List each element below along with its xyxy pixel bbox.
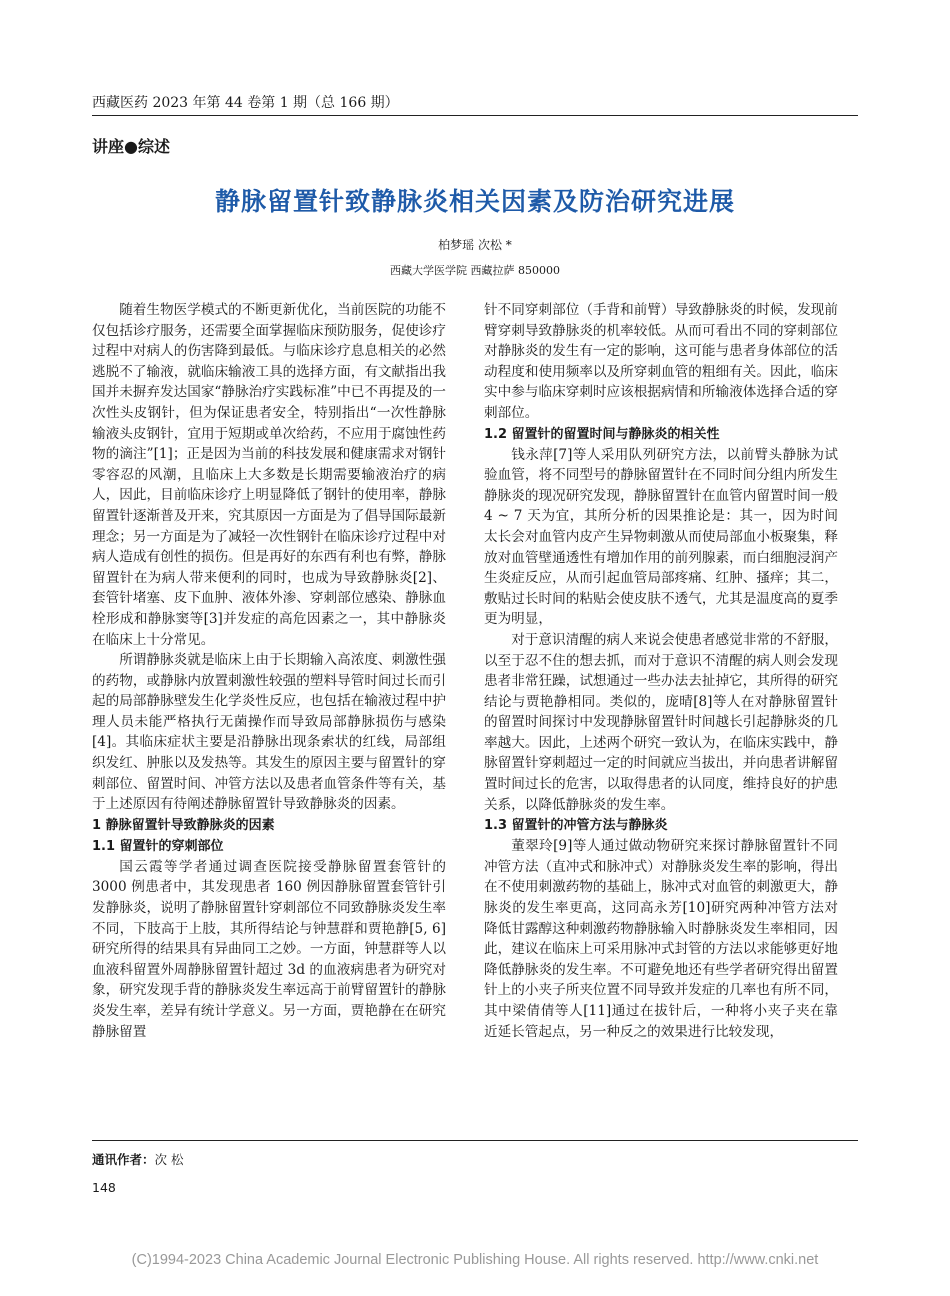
section-label: 讲座●综述 xyxy=(92,137,170,156)
paragraph: 对于意识清醒的病人来说会使患者感觉非常的不舒服，以至于忍不住的想去抓，而对于意识不清醒的病人则会发现患者非常狂躁，试想通过一些办法去扯掉它，其所得的研究结论与贾艳静相同。类似的，庞晴[8]等人在对静脉留置针的留置时间探讨中发现静脉留置针时间越长引起静脉炎的几率越大。因此，上述两个研究一致认为，在临床实践中，静脉留置针穿刺超过一定的时间就应当拔出，并向患者讲解留置时间过长的危害，以取得患者的认同度，维持良好的护患关系，以降低静脉炎的发生率。 xyxy=(484,631,838,813)
paragraph: 董翠玲[9]等人通过做动物研究来探讨静脉留置针不同冲管方法（直冲式和脉冲式）对静脉炎发生率的影响，得出在不使用刺激药物的基础上，脉冲式对血管的刺激更大，静脉炎的发生率更高，这同高永芳[10]研究两种冲管方法对降低甘露醇这种刺激药物静脉输入时静脉炎发生率相同，因此，建议在临床上可采用脉冲式封管的方法以求能够更好地降低静脉炎的发生率。不可避免地还有些学者研究得出留置针上的小夹子所夹位置不同导致并发症的几率也有所不同，其中梁倩倩等人[11]通过在拔针后，一种将小夹子夹在靠近延长管起点，另一种反之的效果进行比较发现， xyxy=(484,838,838,1040)
section-heading: 1 静脉留置针导致静脉炎的因素 xyxy=(92,817,275,833)
paragraph: 针不同穿刺部位（手背和前臂）导致静脉炎的时候，发现前臂穿刺导致静脉炎的机率较低。从而可看出不同的穿刺部位对静脉炎的发生有一定的影响，这可能与患者身体部位的活动程度和使用频率以及所穿刺血管的粗细有关。因此，临床实中参与临床穿刺时应该根据病情和所输液体选择合适的穿刺部位。 xyxy=(484,302,838,421)
paragraph: 国云霞等学者通过调查医院接受静脉留置套管针的 3000 例患者中，其发现患者 160 例因静脉留置套管针引发静脉炎，说明了静脉留置针穿刺部位不同致静脉炎发生率不同，下肢高于上肢，其所得结论与钟慧群和贾艳静[5, 6]研究所得的结果具有异曲同工之妙。一方面，钟慧群等人以血液科留置外周静脉留置针超过 3d 的血液病患者为研究对象，研究发现手背的静脉炎发生率远高于前臂留置针的静脉炎发生率，差异有统计学意义。另一方面，贾艳静在在研究静脉留置 xyxy=(92,858,446,1040)
affiliation: 西藏大学医学院 西藏拉萨 850000 xyxy=(390,264,560,277)
right-column xyxy=(484,300,838,1042)
correspondence xyxy=(92,1150,184,1168)
subsection-heading: 1.1 留置针的穿刺部位 xyxy=(92,838,224,854)
copyright-notice: (C)1994-2023 China Academic Journal Electronic Publishing House. All rights reserved. http://www.cnki.net xyxy=(131,1252,819,1268)
footer-rule xyxy=(92,1140,858,1141)
paragraph: 随着生物医学模式的不断更新优化，当前医院的功能不仅包括诊疗服务，还需要全面掌握临床预防服务，促使诊疗过程中对病人的伤害降到最低。与临床诊疗息息相关的必然逃脱不了输液，就临床输液工具的选择方面，有文献指出我国并未摒弃发达国家“静脉治疗实践标准”中已不再提及的一次性头皮钢针，但为保证患者安全，特别指出“一次性静脉输液头皮钢针，宜用于短期或单次给药，不应用于腐蚀性药物的滴注”[1]；正是因为当前的科技发展和健康需求对钢针零容忍的风潮，且临床上大多数是长期需要输液治疗的病人，因此，目前临床诊疗上明显降低了钢针的使用率，静脉留置针逐渐普及开来，究其原因一方面是为了倡导国际最新理念；另一方面是为了减轻一次性钢针在临床诊疗过程中对病人造成有创性的损伤。但是再好的东西有利也有弊，静脉留置针在为病人带来便利的同时，也成为导致静脉炎[2]、套管针堵塞、皮下血肿、液体外渗、穿刺部位感染、静脉血栓形成和静脉窦等[3]并发症的高危因素之一，其中静脉炎在临床上十分常见。 xyxy=(92,302,446,648)
page-number: 148 xyxy=(92,1180,116,1195)
header-rule xyxy=(92,115,858,116)
paragraph: 钱永萍[7]等人采用队列研究方法，以前臂头静脉为试验血管，将不同型号的静脉留置针在不同时间分组内所发生静脉炎的现况研究发现，静脉留置针在血管内留置时间一般 4 ~ 7 天为宜，其所分析的因果推论是：其一，因为时间太长会对血管内皮产生异物刺激从而使局部血小板聚集，释放对血管壁通透性有增加作用的前列腺素，而白细胞浸润产生炎症反应，从而引起血管局部疼痛、红肿、搔痒；其二，敷贴过长时间的粘贴会使皮肤不透气，尤其是温度高的夏季更为明显， xyxy=(484,446,838,628)
subsection-heading: 1.2 留置针的留置时间与静脉炎的相关性 xyxy=(484,426,720,442)
journal-header: 西藏医药 2023 年第 44 卷第 1 期（总 166 期） xyxy=(92,95,399,111)
left-column xyxy=(92,300,446,1042)
authors: 柏梦瑶 次松 * xyxy=(438,238,512,252)
correspondence-label: 通讯作者： xyxy=(92,1152,155,1167)
subsection-heading: 1.3 留置针的冲管方法与静脉炎 xyxy=(484,818,668,834)
correspondence-name: 次 松 xyxy=(154,1152,184,1167)
paragraph: 所谓静脉炎就是临床上由于长期输入高浓度、刺激性强的药物，或静脉内放置刺激性较强的塑料导管时间过长而引起的局部静脉壁发生化学炎性反应，也包括在输液过程中护理人员未能严格执行无菌操作而导致局部静脉损伤与感染[4]。其临床症状主要是沿静脉出现条索状的红线，局部组织发红、肿胀以及发热等。其发生的原因主要与留置针的穿刺部位、留置时间、冲管方法以及患者血管条件等有关，基于上述原因有待阐述静脉留置针导致静脉炎的因素。 xyxy=(92,652,446,813)
article-title: 静脉留置针致静脉炎相关因素及防治研究进展 xyxy=(214,187,735,216)
